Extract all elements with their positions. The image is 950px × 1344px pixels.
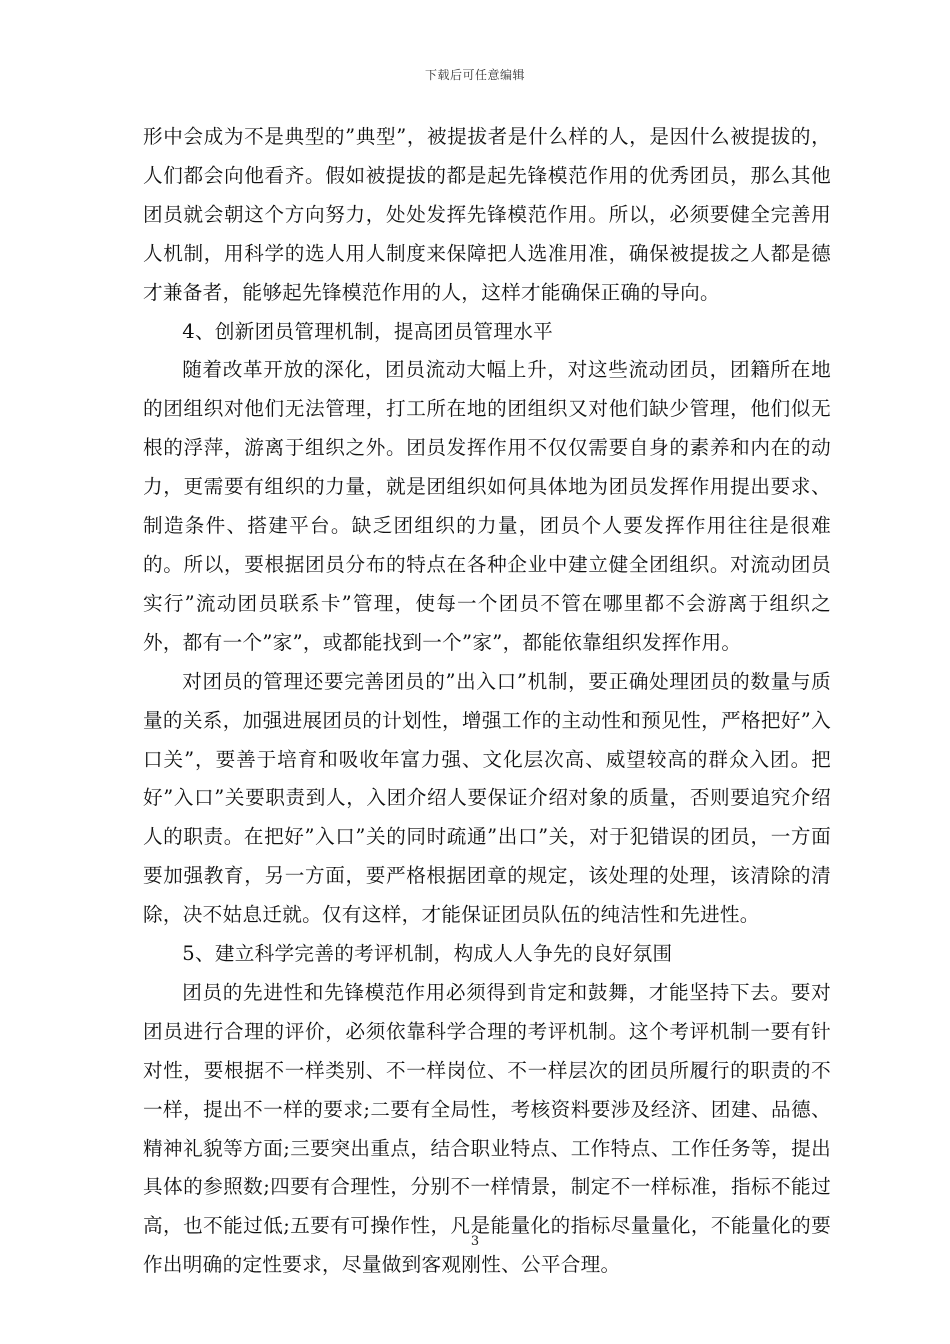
section-heading-4: 4、创新团员管理机制，提高团员管理水平 <box>182 319 554 343</box>
paragraph: 团员的先进性和先锋模范作用必须得到肯定和鼓舞，才能坚持下去。要对团员进行合理的评价，必须依靠科学合理的考评机制。这个考评机制一要有针对性，要根据不一样类别、不一样岗位、不一样层次的团员所履行的职责的不一样，提出不一样的要求;二要有全局性，考核资料要涉及经济、团建、品德、精神礼貌等方面;三要突出重点，结合职业特点、工作特点、工作任务等，提出具体的参照数;四要有合理性，分别不一样情景，制定不一样标准，指标不能过高，也不能过低;五要有可操作性，凡是能量化的指标尽量量化，不能量化的要作出明确的定性要求，尽量做到客观刚性、公平合理。 <box>143 980 831 1277</box>
paragraph: 随着改革开放的深化，团员流动大幅上升，对这些流动团员，团籍所在地的团组织对他们无法管理，打工所在地的团组织又对他们缺少管理，他们似无根的浮萍，游离于组织之外。团员发挥作用不仅仅需要自身的素养和内在的动力，更需要有组织的力量，就是团组织如何具体地为团员发挥作用提出要求、制造条件、搭建平台。缺乏团组织的力量，团员个人要发挥作用往往是很难的。所以，要根据团员分布的特点在各种企业中建立健全团组织。对流动团员实行”流动团员联系卡”管理，使每一个团员不管在哪里都不会游离于组织之外，都有一个”家”，或都能找到一个”家”，都能依靠组织发挥作用。 <box>143 358 831 654</box>
document-body <box>143 118 831 1285</box>
page-number: 3 <box>470 1234 480 1249</box>
paragraph-continuation: 形中会成为不是典型的”典型”，被提拔者是什么样的人，是因什么被提拔的，人们都会向他看齐。假如被提拔的都是起先锋模范作用的优秀团员，那么其他团员就会朝这个方向努力，处处发挥先锋模范作用。所以，必须要健全完善用人机制，用科学的选人用人制度来保障把人选准用准，确保被提拔之人都是德才兼备者，能够起先锋模范作用的人，这样才能确保正确的导向。 <box>143 125 831 304</box>
paragraph: 对团员的管理还要完善团员的”出入口”机制，要正确处理团员的数量与质量的关系，加强进展团员的计划性，增强工作的主动性和预见性，严格把好”入口关”，要善于培育和吸收年富力强、文化层次高、威望较高的群众入团。把好”入口”关要职责到人，入团介绍人要保证介绍对象的质量，否则要追究介绍人的职责。在把好”入口”关的同时疏通”出口”关，对于犯错误的团员，一方面要加强教育，另一方面，要严格根据团章的规定，该处理的处理，该清除的清除，决不姑息迁就。仅有这样，才能保证团员队伍的纯洁性和先进性。 <box>143 669 831 927</box>
page-header: 下载后可任意编辑 <box>424 68 525 82</box>
section-heading-5: 5、建立科学完善的考评机制，构成人人争先的良好氛围 <box>182 942 673 966</box>
